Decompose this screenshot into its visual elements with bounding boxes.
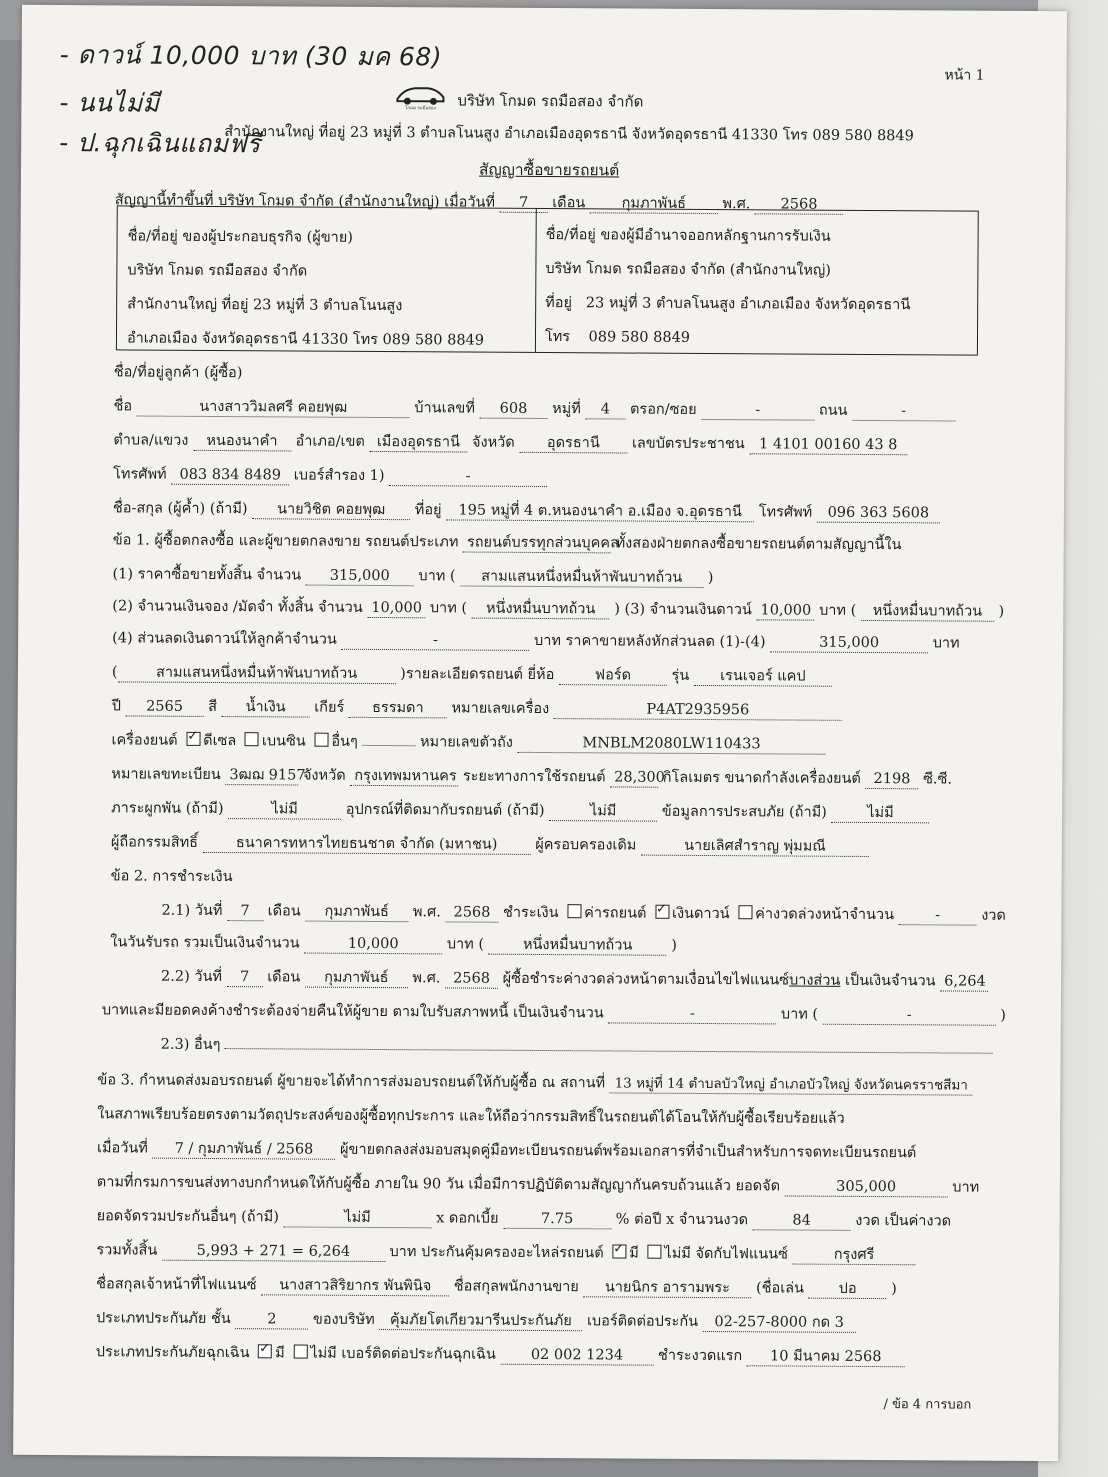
receive-amount-line: ในวันรับรถ รวมเป็นเงินจำนวน 10,000 บาท ( หนึ่งหมื่นบาทถ้วน ) — [110, 934, 677, 954]
parts-yes-checkbox[interactable] — [612, 1244, 626, 1258]
guarantor-name: นายวิชิต คอยพุฒ — [252, 500, 410, 520]
other-fuel-checkbox[interactable] — [314, 733, 328, 747]
company-address: สำนักงานใหญ่ ที่อยู่ 23 หมู่ที่ 3 ตำบลโนนสูง อำเภอเมืองอุดรธานี จังหวัดอุดรธานี 41330 โทร 089 580 8849 — [224, 124, 914, 145]
box-divider — [535, 209, 537, 352]
burden-line: ภาระผูกพัน (ถ้ามี) ไม่มี อุปกรณ์ที่ติดมากับรถยนต์ (ถ้ามี) ไม่มี ข้อมูลการประสบภัย (ถ้ามี) ไม่มี — [111, 799, 929, 823]
finance-company: กรุงศรี — [792, 1246, 915, 1266]
seller-info-box — [116, 205, 979, 355]
clause-1-line: ข้อ 1. ผู้ซื้อตกลงซื้อ และผู้ขายตกลงขาย รถยนต์ประเภท รถยนต์บรรทุกส่วนบุคคล ทั้งสองฝ่ายตกลงซื้อขายรถยนต์ตามสัญญานี้ใน — [112, 532, 902, 554]
seller-address-1: สำนักงานใหญ่ ที่อยู่ 23 หมู่ที่ 3 ตำบลโนนสูง — [127, 296, 403, 315]
buyer-tambon: หนองนาคำ — [193, 432, 291, 452]
seller-name: บริษัท โกมด รถมือสอง จำกัด — [127, 262, 308, 280]
clause-3-line-2: ในสภาพเรียบร้อยตรงตามวัตถุประสงค์ของผู้ซื้อทุกประการ และให้ถือว่ากรรมสิทธิ์ในรถยนต์ได้โอนให้กับผู้ซื้อเรียบร้อยแล้ว — [97, 1106, 845, 1127]
finance-officer: นางสาวสิริยากร พันพินิจ — [261, 1276, 449, 1296]
seller-address-2: อำเภอเมือง จังหวัดอุดรธานี 41330 โทร 089 580 8849 — [126, 330, 485, 349]
emergency-yes-checkbox[interactable] — [258, 1344, 272, 1358]
clause-3-line-3: เมื่อวันที่ 7 / กุมภาพันธ์ / 2568 ผู้ขายตกลงส่งมอบสมุดคู่มือทะเบียนรถยนต์พร้อมเอกสารที่จำเป็นสำหรับการจดทะเบียนรถยนต์ — [96, 1140, 917, 1162]
buyer-soi: - — [701, 401, 814, 421]
continued-note: / ข้อ 4 การบอก — [883, 1397, 972, 1413]
pay-down-checkbox[interactable] — [655, 905, 669, 919]
buyer-address-line: ตำบล/แขวง หนองนาคำ อำเภอ/เขต เมืองอุดรธานี จังหวัด อุดรธานี เลขบัตรประชาชน 1 4101 00160 43 8 — [113, 431, 907, 455]
accessories-value: ไม่มี — [549, 802, 657, 822]
down-amount: 10,000 — [756, 601, 814, 620]
payment-2-2-line: 2.2) วันที่ 7 เดือน กุมภาพันธ์ พ.ศ. 2568 ผู้ซื้อชำระค่างวดล่วงหน้าตามเงื่อนไขไฟแนนซ์บางส่วน เป็นเงินจำนวน 6,264 — [161, 968, 988, 992]
insurance-class: 2 — [235, 1310, 308, 1329]
contract-year: 2568 — [755, 195, 843, 215]
contract-month: กุมภาพันธ์ — [590, 194, 718, 214]
receive-words: หนึ่งหมื่นบาทถ้วน — [489, 936, 667, 956]
emergency-line: ประเภทประกันภัยฉุกเฉิน ✓ มี ไม่มี เบอร์ติดต่อประกันฉุกเฉิน 02 002 1234 ชำระงวดแรก 10 มีนาคม 2568 — [96, 1343, 905, 1367]
pay-month: กุมภาพันธ์ — [305, 903, 408, 923]
total-line: รวมทั้งสิ้น 5,993 + 271 = 6,264 บาท ประกันคุ้มครองอะไหล่รถยนต์ ✓ มี ไม่มี จัดกับไฟแนนซ์ กรุงศรี — [96, 1241, 915, 1265]
remain-line: บาทและมียอดคงค้างชำระต้องจ่ายคืนให้ผู้ขาย ตามใบรับสภาพหนี้ เป็นเงินจำนวน - บาท ( - ) — [101, 1002, 1007, 1024]
sales-person: นายนิกร อารามพระ — [583, 1278, 751, 1298]
insurance-class-line: ประเภทประกันภัย ชั้น 2 ของบริษัท คุ้มภัยโตเกียวมารีนประกันภัย เบอร์ติดต่อประกัน 02-257-8000 กด 3 — [96, 1309, 856, 1333]
buyer-phone: 083 834 8489 — [171, 466, 289, 486]
buyer-house-no: 608 — [479, 400, 547, 419]
clause-3-line-1: ข้อ 3. กำหนดส่งมอบรถยนต์ ผู้ขายจะได้ทำการส่งมอบรถยนต์ให้กับผู้ซื้อ ณ สถานที่ 13 หมู่ที่ 14 ตำบลบัวใหญ่ อำเภอบัวใหญ่ จังหวัดนครราชสีมา — [97, 1071, 972, 1095]
insurance-company: คุ้มภัยโตเกียวมารีนประกันภัย — [379, 1311, 582, 1331]
payment-2-1-line: 2.1) วันที่ 7 เดือน กุมภาพันธ์ พ.ศ. 2568 ชำระเงิน ค่ารถยนต์ ✓ เงินดาวน์ ค่างวดล่วงหน้าจำนวน - งวด — [161, 902, 1006, 926]
page-number: หน้า 1 — [944, 67, 985, 84]
engine-number: P4AT2935956 — [554, 700, 842, 721]
emergency-phone: 02 002 1234 — [500, 1346, 653, 1366]
advance-amount: 6,264 — [940, 972, 988, 991]
diesel-checkbox[interactable] — [186, 732, 200, 746]
officer-line: ชื่อสกุลเจ้าหน้าที่ไฟแนนซ์ นางสาวสิริยากร พันพินิจ ชื่อสกุลพนักงานขาย นายนิกร อารามพระ (ชื่อเล่น ปอ ) — [96, 1276, 897, 1298]
advance-count: - — [899, 906, 977, 925]
total-price-words: สามแสนหนึ่งหมื่นห้าพันบาทถ้วน — [460, 567, 703, 587]
other-2-3-line: 2.3) อื่นๆ — [161, 1036, 993, 1059]
pay-day: 7 — [227, 902, 263, 921]
contract-paper — [13, 5, 1067, 1461]
month-label: เดือน — [552, 195, 586, 212]
buyer-id-card: 1 4101 00160 43 8 — [749, 435, 907, 455]
clause-3-line-4: ตามที่กรมการขนส่งทางบกกำหนดให้กับผู้ซื้อ ภายใน 90 วัน เมื่อมีการปฏิบัติตามสัญญากันครบถ้วนแล้ว ยอดจัด 305,000 บาท — [96, 1174, 980, 1196]
guarantor-line: ชื่อ-สกุล (ผู้ค้ำ) (ถ้ามี) นายวิชิต คอยพุฒ ที่อยู่ 195 หมู่ที่ 4 ต.หนองนาคำ อ.เมือง จ.อุดรธานี โทรศัพท์ 096 363 5608 — [113, 499, 940, 523]
buyer-phone-line: โทรศัพท์ 083 834 8489 เบอร์สำรอง 1) - — [113, 465, 547, 487]
guarantor-phone: 096 363 5608 — [817, 504, 940, 524]
car-gear: ธรรมดา — [349, 699, 447, 719]
clause-2-title: ข้อ 2. การชำระเงิน — [110, 868, 233, 886]
car-model: เรนเจอร์ แคป — [694, 667, 832, 687]
finance-amount: 305,000 — [785, 1177, 948, 1197]
company-logo-icon — [393, 81, 447, 111]
handwritten-note-3: - ป.ฉุกเฉินแถมฟรี — [59, 128, 261, 159]
car-brand: ฟอร์ด — [559, 666, 667, 686]
first-payment-date: 10 มีนาคม 2568 — [747, 1347, 905, 1367]
contract-date-prefix: สัญญานี้ทำขึ้นที่ บริษัท โกมด จำกัด (สำนักงานใหญ่) เมื่อวันที่ — [114, 192, 496, 211]
document-title: สัญญาซื้อขายรถยนต์ — [478, 160, 620, 180]
deposit-words: หนึ่งหมื่นบาทถ้วน — [472, 600, 610, 620]
remain-words: - — [823, 1006, 996, 1026]
buyer-province: อุดรธานี — [519, 434, 627, 454]
net-price: 315,000 — [770, 633, 928, 653]
discount-amount: - — [341, 631, 529, 651]
net-price-words: สามแสนหนึ่งหมื่นห้าพันบาทถ้วน — [118, 663, 396, 684]
interest-rate: 7.75 — [503, 1210, 611, 1230]
receipt-issuer-tel: โทร 089 580 8849 — [544, 329, 691, 346]
handwritten-note-2: - นนไม่มี — [59, 88, 160, 118]
buyer-moo: 4 — [585, 400, 625, 419]
price-line: (1) ราคาซื้อขายทั้งสิ้น จำนวน 315,000 บาท ( สามแสนหนึ่งหมื่นห้าพันบาทถ้วน ) — [112, 566, 714, 587]
pay-year: 2568 — [445, 903, 498, 922]
year-label: พ.ศ. — [722, 196, 751, 213]
delivery-date: 7 / กุมภาพันธ์ / 2568 — [152, 1140, 335, 1160]
interest-line: ยอดจัดรวมประกันอื่นๆ (ถ้ามี) ไม่มี x ดอกเบี้ย 7.75 % ต่อปี x จำนวนงวด 84 งวด เป็นค่างวด — [96, 1208, 952, 1230]
car-color: น้ำเงิน — [222, 698, 310, 718]
company-name: บริษัท โกมด รถมือสอง จำกัด — [457, 91, 644, 111]
discount-line: (4) ส่วนลดเงินดาวน์ให้ลูกค้าจำนวน - บาท ราคาขายหลังหักส่วนลด (1)-(4) 315,000 บาท — [112, 630, 960, 652]
deposit-amount: 10,000 — [367, 599, 425, 618]
seller-title: ชื่อ/ที่อยู่ ของผู้ประกอบธุรกิจ (ผู้ขาย) — [127, 228, 354, 246]
car-year-line: ปี 2565 สี น้ำเงิน เกียร์ ธรรมดา หมายเลขเครื่อง P4AT2935956 — [112, 697, 842, 720]
owner-line: ผู้ถือกรรมสิทธิ์ ธนาคารทหารไทยธนชาต จำกัด (มหาชน) ผู้ครอบครองเดิม นายเลิศสำราญ พุ่มมณี — [111, 833, 869, 857]
accident-value: ไม่มี — [831, 804, 929, 824]
partial-text: บางส่วน — [788, 972, 841, 989]
total-price: 315,000 — [306, 567, 414, 587]
insurance-phone: 02-257-8000 กด 3 — [703, 1313, 856, 1333]
buyer-section-title: ชื่อ/ที่อยู่ลูกค้า (ผู้ซื้อ) — [113, 364, 243, 382]
chassis-number: MNBLM2080LW110433 — [517, 734, 825, 755]
receipt-issuer-address: ที่อยู่ 23 หมู่ที่ 3 ตำบลโนนสูง อำเภอเมือง จังหวัดอุดรธานี — [545, 295, 911, 314]
handwritten-note-1: - ดาวน์ 10,000 บาท (30 มค 68) — [59, 40, 443, 72]
other-insurance: ไม่มี — [283, 1208, 431, 1228]
buyer-road: - — [852, 402, 955, 422]
buyer-phone-2: - — [389, 467, 547, 487]
previous-owner: นายเลิศสำราญ พุ่มมณี — [641, 837, 869, 857]
delivery-place: 13 หมู่ที่ 14 ตำบลบัวใหญ่ อำเภอบัวใหญ่ จังหวัดนครราชสีมา — [610, 1074, 973, 1095]
owner-name: ธนาคารทหารไทยธนชาต จำกัด (มหาชน) — [203, 834, 531, 855]
logo-text: โกมด รถมือสอง — [404, 106, 436, 112]
burden-value: ไม่มี — [228, 800, 341, 820]
remain-amount: - — [608, 1004, 776, 1024]
contract-day: 7 — [500, 194, 548, 213]
receipt-issuer-name: บริษัท โกมด รถมือสอง จำกัด (สำนักงานใหญ่) — [545, 261, 831, 279]
car-type: รถยนต์บรรทุกส่วนบุคคล — [463, 534, 611, 554]
buyer-name-line: ชื่อ นางสาววิมลศรี คอยพุฒ บ้านเลขที่ 608 หมู่ที่ 4 ตรอก/ซอย - ถนน - — [113, 397, 955, 421]
receipt-issuer-title: ชื่อ/ที่อยู่ ของผู้มีอำนาจออกหลักฐานการรับเงิน — [545, 227, 831, 245]
plate-line: หมายเลขทะเบียน 3ฒฌ 9157 จังหวัด กรุงเทพมหานคร ระยะทางการใช้รถยนต์ 28,300 กิโลเมตร ขนาดกำลังเครื่องยนต์ 2198 ซี.ซี. — [111, 766, 953, 788]
plate-number: 3ฒฌ 9157 — [225, 766, 298, 785]
buyer-amphoe: เมืองอุดรธานี — [369, 433, 467, 453]
buyer-name: นางสาววิมลศรี คอยพุฒ — [137, 398, 410, 419]
down-words: หนึ่งหมื่นบาทถ้วน — [861, 602, 994, 622]
mileage: 28,300 — [610, 768, 658, 787]
benzin-checkbox[interactable] — [245, 732, 259, 746]
pay-advance-checkbox[interactable] — [738, 905, 752, 919]
sales-nickname: ปอ — [809, 1280, 887, 1299]
engine-cc: 2198 — [865, 770, 918, 789]
emergency-no-checkbox[interactable] — [293, 1344, 307, 1358]
deposit-line: (2) จำนวนเงินจอง /มัดจำ ทั้งสิ้น จำนวน 10,000 บาท ( หนึ่งหมื่นบาทถ้วน ) (3) จำนวนเงินดาวน์ 10,000 บาท ( หนึ่งหมื่นบาทถ้วน ) — [112, 598, 1005, 620]
car-brand-line: ( สามแสนหนึ่งหมื่นห้าพันบาทถ้วน )รายละเอียดรถยนต์ ยี่ห้อ ฟอร์ด รุ่น เรนเจอร์ แคป — [112, 663, 832, 686]
pay-car-checkbox[interactable] — [567, 904, 581, 918]
guarantor-address: 195 หมู่ที่ 4 ต.หนองนาคำ อ.เมือง จ.อุดรธานี — [446, 501, 754, 522]
receive-amount: 10,000 — [304, 935, 442, 955]
engine-type-line: เครื่องยนต์ ✓ ดีเซล เบนซิน อื่นๆ หมายเลขตัวถัง MNBLM2080LW110433 — [111, 731, 825, 754]
car-year: 2565 — [125, 697, 203, 716]
installment-total: 5,993 + 271 = 6,264 — [162, 1242, 385, 1262]
plate-province: กรุงเทพมหานคร — [350, 767, 458, 787]
parts-no-checkbox[interactable] — [647, 1245, 661, 1259]
installment-terms: 84 — [753, 1211, 851, 1231]
